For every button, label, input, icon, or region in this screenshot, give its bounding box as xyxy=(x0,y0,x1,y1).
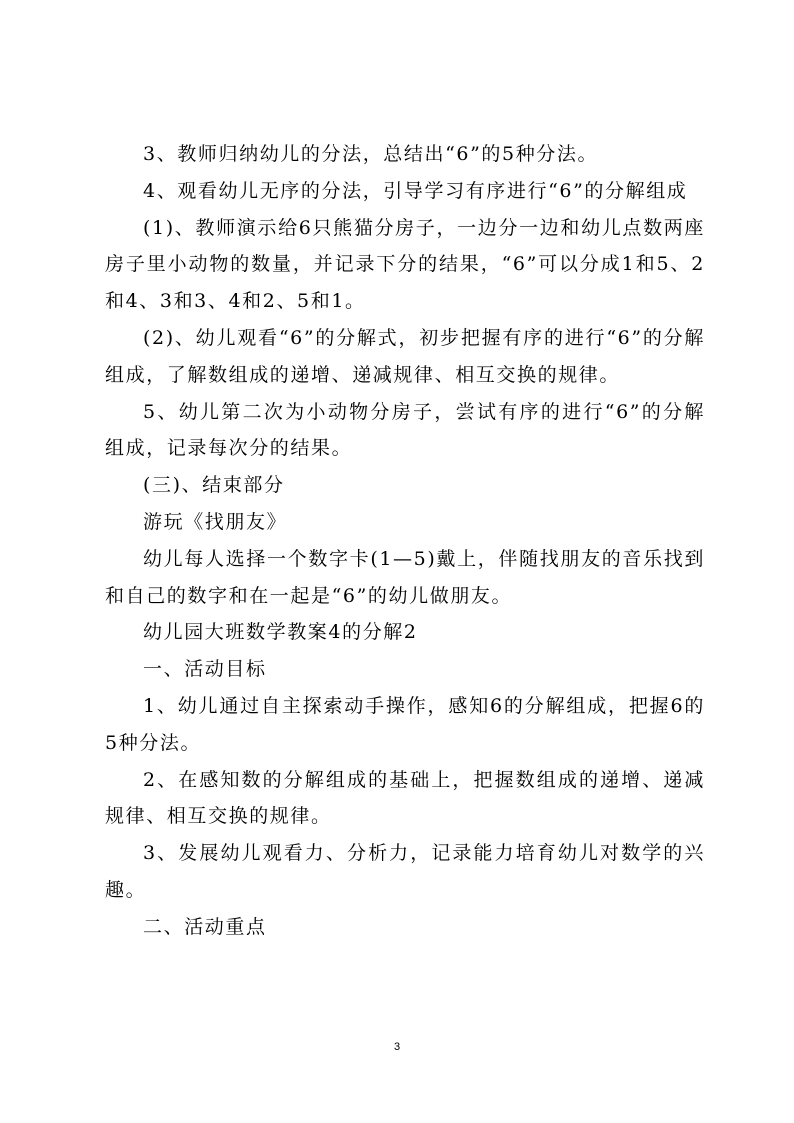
paragraph: 3、发展幼儿观看力、分析力，记录能力培育幼儿对数学的兴趣。 xyxy=(105,842,705,901)
paragraph: (2)、幼儿观看“6”的分解式，初步把握有序的进行“6”的分解组成，了解数组成的递增、递减规律、相互交换的规律。 xyxy=(105,326,705,386)
document-title: 幼儿园大班数学教案4的分解2 xyxy=(143,621,418,644)
section-heading: (三)、结束部分 xyxy=(143,474,285,497)
paragraph: 5、幼儿第二次为小动物分房子，尝试有序的进行“6”的分解组成，记录每次分的结果。 xyxy=(105,400,705,460)
section-heading: 一、活动目标 xyxy=(143,658,267,681)
paragraph: 3、教师归纳幼儿的分法，总结出“6”的5种分法。 xyxy=(143,143,599,165)
paragraph: 1、幼儿通过自主探索动手操作，感知6的分解组成，把握6的5种分法。 xyxy=(105,694,705,754)
paragraph: 2、在感知数的分解组成的基础上，把握数组成的递增、递减规律、相互交换的规律。 xyxy=(105,768,705,828)
paragraph: 游玩《找朋友》 xyxy=(143,510,288,533)
section-heading: 二、活动重点 xyxy=(143,915,267,938)
paragraph: (1)、教师演示给6只熊猫分房子，一边分一边和幼儿点数两座房子里小动物的数量，并记录下分的结果，“6”可以分成1和5、2和4、3和3、4和2、5和1。 xyxy=(105,216,705,313)
document-body xyxy=(105,136,705,946)
page-number: 3 xyxy=(393,1041,401,1053)
paragraph: 幼儿每人选择一个数字卡(1—5)戴上，伴随找朋友的音乐找到和自己的数字和在一起是“6”的幼儿做朋友。 xyxy=(105,547,705,607)
paragraph: 4、观看幼儿无序的分法，引导学习有序进行“6”的分解组成 xyxy=(143,179,688,202)
